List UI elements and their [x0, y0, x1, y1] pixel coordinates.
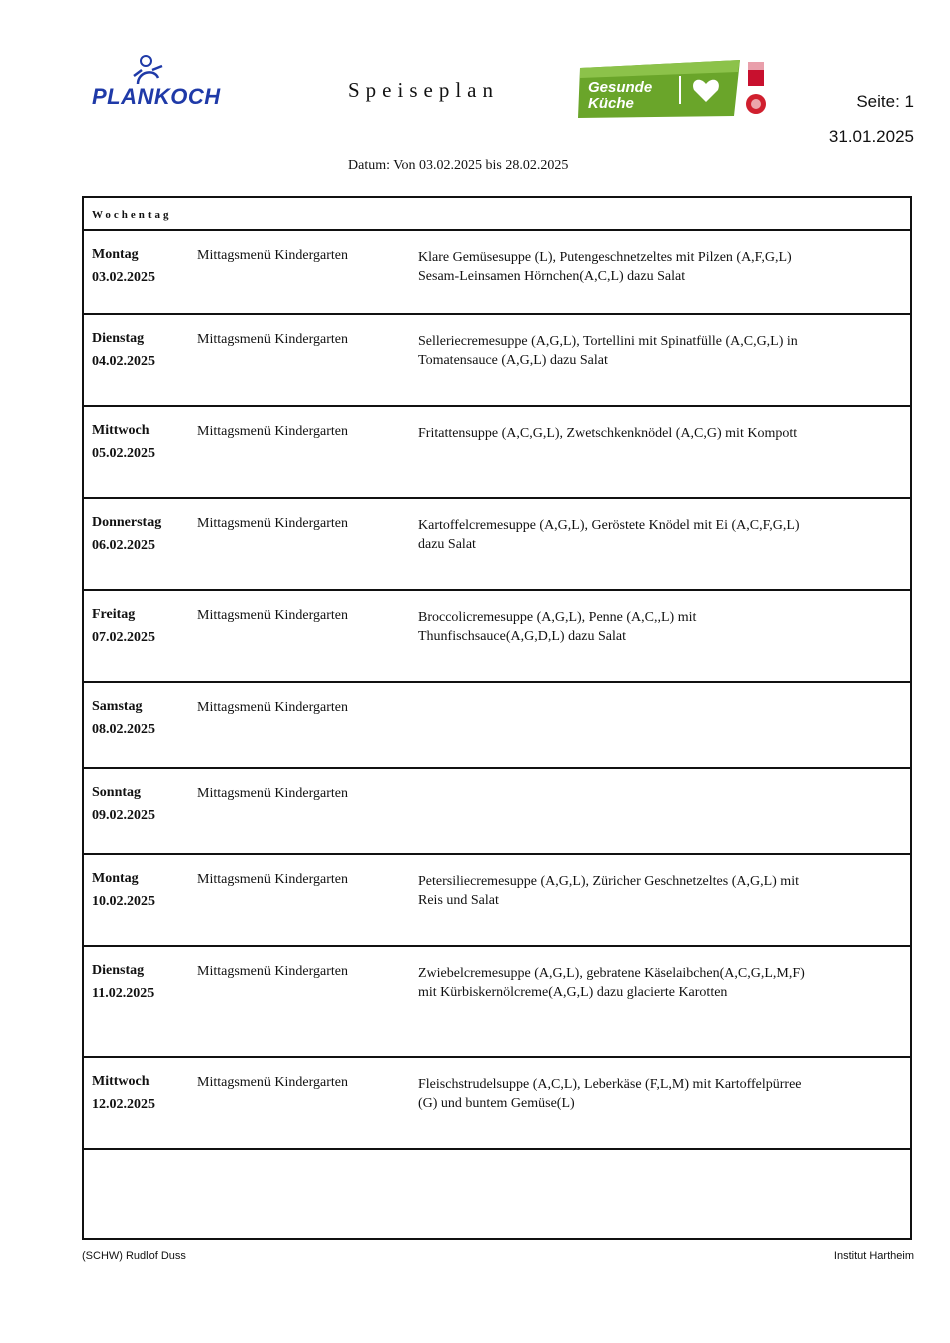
page-number: Seite: 1 — [856, 92, 914, 111]
menu-type: Mittagsmenü Kindergarten — [197, 424, 348, 439]
row-date: 08.02.2025 — [92, 722, 155, 737]
menu-type: Mittagsmenü Kindergarten — [197, 248, 348, 263]
column-header-weekday: Wochentag — [92, 209, 172, 221]
menu-type: Mittagsmenü Kindergarten — [197, 700, 348, 715]
row-date: 07.02.2025 — [92, 630, 155, 645]
dish-description: Petersiliecremesuppe (A,G,L), Züricher Geschnetzeltes (A,G,L) mit Reis und Salat — [418, 874, 799, 908]
row-date: 12.02.2025 — [92, 1097, 155, 1112]
row-date: 03.02.2025 — [92, 270, 155, 285]
table-row — [84, 499, 910, 591]
menu-type: Mittagsmenü Kindergarten — [197, 872, 348, 887]
footer-institution: Institut Hartheim — [833, 1250, 914, 1262]
svg-text:Gesunde: Gesunde — [588, 79, 653, 96]
dish-description: Zwiebelcremesuppe (A,G,L), gebratene Käselaibchen(A,C,G,L,M,F) mit Kürbiskernölcreme(A,G,L) dazu glacierte Karotten — [418, 966, 805, 1000]
dish-description: Broccolicremesuppe (A,G,L), Penne (A,C,,L) mit Thunfischsauce(A,G,D,L) dazu Salat — [418, 610, 697, 644]
table-row — [84, 769, 910, 855]
row-date: 10.02.2025 — [92, 894, 155, 909]
weekday: Montag — [92, 871, 139, 886]
dish-description: Fleischstrudelsuppe (A,C,L), Leberkäse (F,L,M) mit Kartoffelpürree (G) und buntem Gemüse(L) — [418, 1077, 802, 1111]
weekday: Mittwoch — [92, 423, 150, 438]
page-title: Speiseplan — [348, 78, 499, 102]
weekday: Dienstag — [92, 331, 145, 346]
table-row — [84, 231, 910, 315]
table-row — [84, 1058, 910, 1150]
dish-description: Selleriecremesuppe (A,G,L), Tortellini mit Spinatfülle (A,C,G,L) in Tomatensauce (A,G,L) dazu Salat — [418, 334, 798, 368]
menu-type: Mittagsmenü Kindergarten — [197, 1075, 348, 1090]
table-row — [84, 683, 910, 769]
weekday: Samstag — [92, 699, 143, 714]
menu-table — [82, 196, 912, 1240]
menu-type: Mittagsmenü Kindergarten — [197, 608, 348, 623]
menu-type: Mittagsmenü Kindergarten — [197, 786, 348, 801]
row-date: 11.02.2025 — [92, 986, 155, 1001]
print-date: 31.01.2025 — [828, 127, 914, 146]
row-date: 09.02.2025 — [92, 808, 155, 823]
table-row — [84, 407, 910, 499]
row-date: 06.02.2025 — [92, 538, 155, 553]
plankoch-logo — [90, 54, 230, 112]
chef-figure-icon — [128, 54, 168, 88]
svg-text:Küche: Küche — [588, 95, 634, 112]
dish-description: Fritattensuppe (A,C,G,L), Zwetschkenknödel (A,C,G) mit Kompott — [418, 426, 798, 441]
menu-type: Mittagsmenü Kindergarten — [197, 332, 348, 347]
footer-author: (SCHW) Rudlof Duss — [82, 1250, 186, 1262]
weekday: Sonntag — [92, 785, 142, 800]
plankoch-logo-text: PLANKOCH — [92, 84, 221, 109]
weekday: Mittwoch — [92, 1074, 150, 1089]
weekday: Freitag — [92, 607, 136, 622]
gesunde-kueche-logo — [576, 58, 776, 120]
table-row — [84, 947, 910, 1058]
table-row — [84, 855, 910, 947]
table-header — [84, 198, 910, 231]
dish-description: Klare Gemüsesuppe (L), Putengeschnetzeltes mit Pilzen (A,F,G,L) Sesam-Leinsamen Hörnchen(A,C,L) dazu Salat — [418, 250, 792, 284]
menu-type: Mittagsmenü Kindergarten — [197, 516, 348, 531]
row-date: 05.02.2025 — [92, 446, 155, 461]
table-row — [84, 315, 910, 407]
dish-description: Kartoffelcremesuppe (A,G,L), Geröstete Knödel mit Ei (A,C,F,G,L) dazu Salat — [418, 518, 800, 552]
row-date: 04.02.2025 — [92, 354, 155, 369]
date-range: Datum: Von 03.02.2025 bis 28.02.2025 — [348, 158, 569, 173]
menu-type: Mittagsmenü Kindergarten — [197, 964, 348, 979]
weekday: Donnerstag — [92, 515, 162, 530]
table-row — [84, 591, 910, 683]
weekday: Dienstag — [92, 963, 145, 978]
weekday: Montag — [92, 247, 139, 262]
